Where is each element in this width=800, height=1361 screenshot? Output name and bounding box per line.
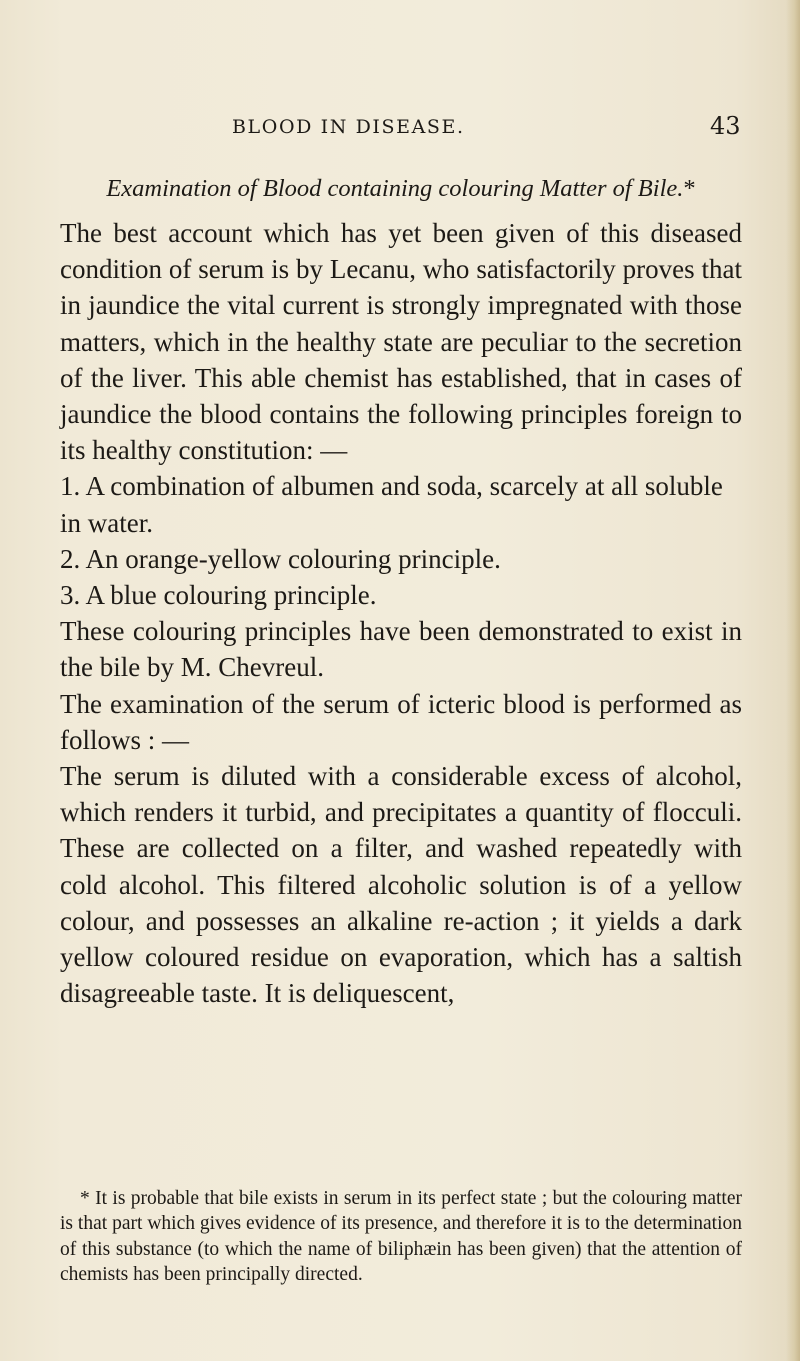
main-text — [60, 172, 742, 1011]
footnote-mark: * — [80, 1188, 90, 1209]
footnote-reference-mark: * — [683, 175, 696, 202]
page-header — [0, 112, 800, 146]
footnote-paragraph — [60, 1186, 742, 1288]
list-item: 1. A combination of albumen and soda, scarcely at all soluble in water. — [60, 471, 723, 538]
page-number: 43 — [710, 112, 741, 140]
footnote — [60, 1186, 742, 1288]
page-edge-shadow — [786, 0, 800, 1361]
section-title-text: Examination of Blood containing colouring Matter of Bile. — [106, 175, 684, 202]
paragraph: The examination of the serum of icteric blood is performed as follows : — — [60, 688, 742, 755]
footnote-text: It is probable that bile exists in serum in its perfect state ; but the colouring matter is that part which gives evidence of its presence, and therefore it is to the determination of this substance (to which the name of biliphæin has been given) that the attention of chemists has been principally directed. — [60, 1188, 742, 1286]
running-head: BLOOD IN DISEASE. — [232, 116, 465, 138]
paragraph: The best account which has yet been given of this diseased condition of serum is by Lecanu, who satisfactorily proves that in jaundice the vital current is strongly impregnated with those matters, which in the healthy state are peculiar to the secretion of the liver. This able chemist has established, that in cases of jaundice the blood contains the following principles foreign to its healthy constitution: — — [60, 218, 742, 466]
paragraph: The serum is diluted with a considerable excess of alcohol, which renders it turbid, and precipitates a quantity of flocculi. These are collected on a filter, and washed repeatedly with cold alcohol. This filtered alcoholic solution is of a yellow colour, and possesses an alkaline re-action ; it yields a dark yellow coloured residue on evaporation, which has a saltish disagreeable taste. It is deliquescent, — [60, 761, 742, 1009]
paragraph: These colouring principles have been demonstrated to exist in the bile by M. Chevreul. — [60, 616, 742, 683]
list-item: 2. An orange-yellow colouring principle. — [60, 543, 501, 574]
list-item: 3. A blue colouring principle. — [60, 580, 377, 611]
section-title — [60, 172, 742, 206]
